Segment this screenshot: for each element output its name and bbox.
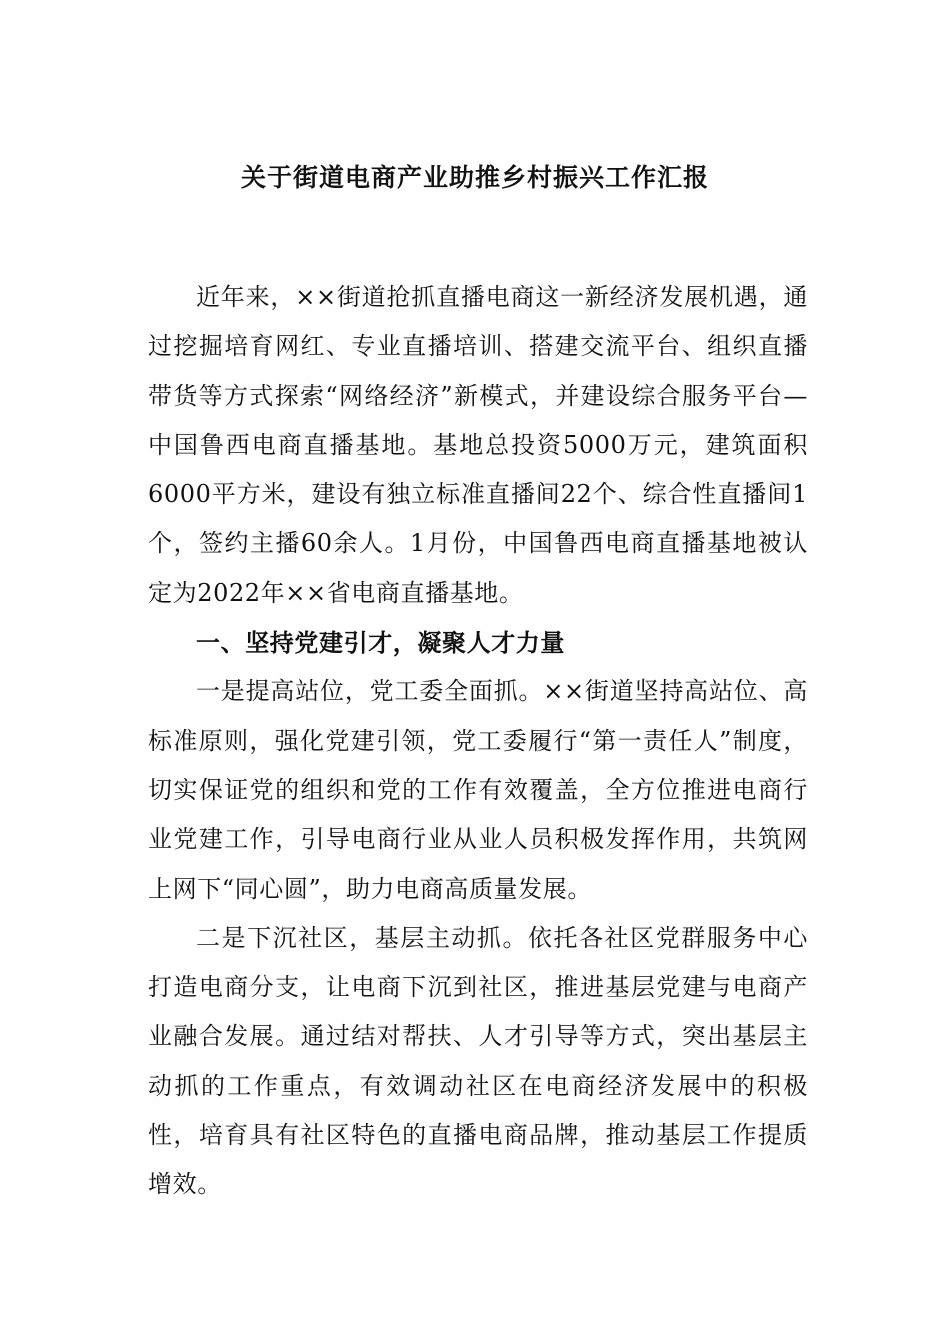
document-title: 关于街道电商产业助推乡村振兴工作汇报 [240,163,709,192]
section-1-paragraph-1: 一是提高站位，党工委全面抓。××街道坚持高站位、高标准原则，强化党建引领，党工委履行“第一责任人”制度，切实保证党的组织和党的工作有效覆盖，全方位推进电商行业党建工作，引导电商行业从业人员积极发挥作用，共筑网上网下“同心圆”，助力电商高质量发展。 [148,677,808,903]
section-1-paragraph-2: 二是下沉社区，基层主动抓。依托各社区党群服务中心打造电商分支，让电商下沉到社区，推进基层党建与电商产业融合发展。通过结对帮扶、人才引导等方式，突出基层主动抓的工作重点，有效调动社区在电商经济发展中的积极性，培育具有社区特色的直播电商品牌，推动基层工作提质增效。 [148,923,808,1199]
section-heading-1: 一、坚持党建引才，凝聚人才力量 [196,628,565,658]
document-body [148,273,808,1210]
intro-paragraph: 近年来，××街道抢抓直播电商这一新经济发展机遇，通过挖掘培育网红、专业直播培训、搭建交流平台、组织直播带货等方式探索“网络经济”新模式，并建设综合服务平台—中国鲁西电商直播基地。基地总投资5000万元，建筑面积6000平方米，建设有独立标准直播间22个、综合性直播间1个，签约主播60余人。1月份，中国鲁西电商直播基地被认定为2022年××省电商直播基地。 [148,283,808,607]
